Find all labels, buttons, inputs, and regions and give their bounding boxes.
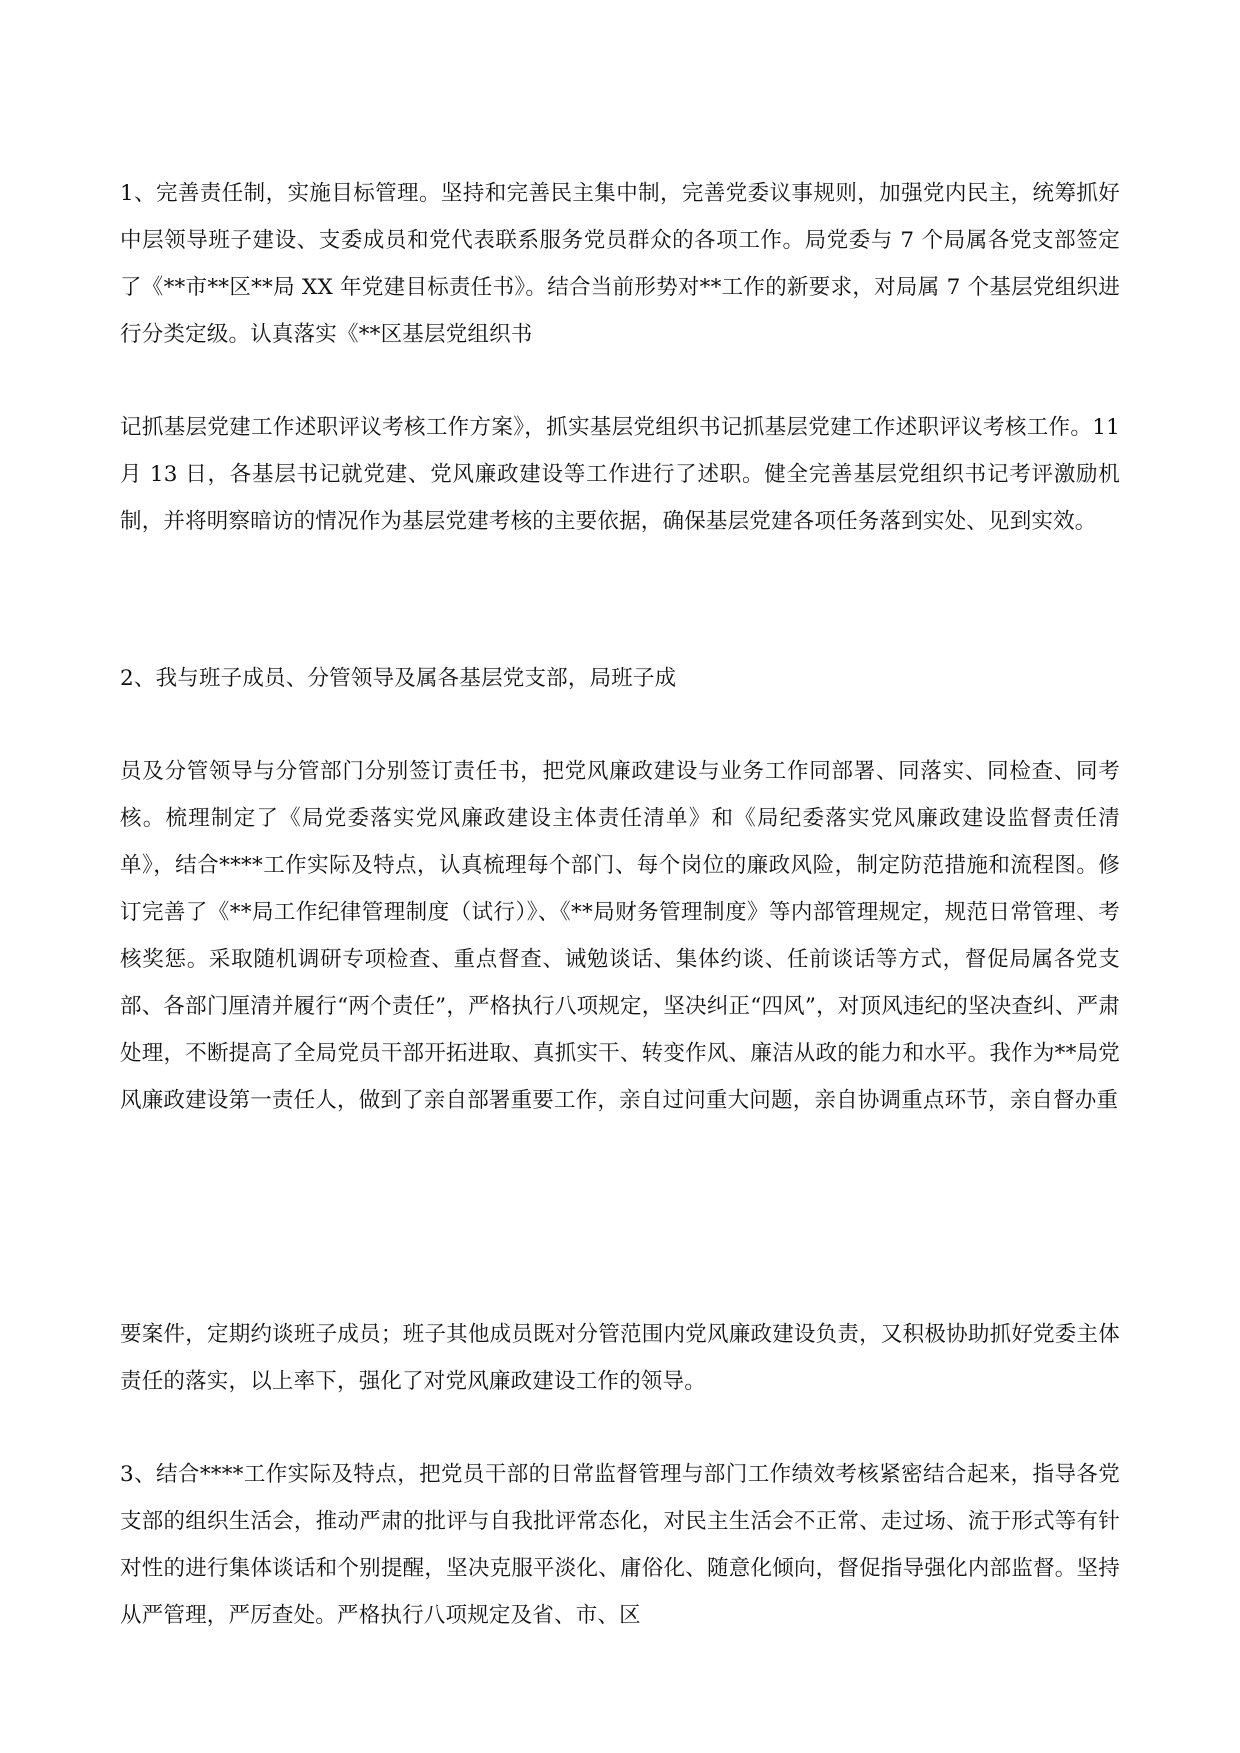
paragraph-5: 要案件，定期约谈班子成员；班子其他成员既对分管范围内党风廉政建设负责，又积极协助抓好党委主体责任的落实，以上率下，强化了对党风廉政建设工作的领导。 — [120, 1322, 1120, 1394]
paragraph-6: 3、结合****工作实际及特点，把党员干部的日常监督管理与部门工作绩效考核紧密结合起来，指导各党支部的组织生活会，推动严肃的批评与自我批评常态化，对民主生活会不正常、走过场、流于形式等有针对性的进行集体谈话和个别提醒，坚决克服平淡化、庸俗化、随意化倾向，督促指导强化内部监督。坚持从严管理，严厉查处。严格执行八项规定及省、市、区 — [120, 1462, 1120, 1628]
paragraph-2: 记抓基层党建工作述职评议考核工作方案》，抓实基层党组织书记抓基层党建工作述职评议考核工作。11 月 13 日，各基层书记就党建、党风廉政建设等工作进行了述职。健全完善基层党组织书记考评激励机制，并将明察暗访的情况作为基层党建考核的主要依据，确保基层党建各项任务落到实处、见到实效。 — [120, 415, 1120, 534]
paragraph-1: 1、完善责任制，实施目标管理。坚持和完善民主集中制，完善党委议事规则，加强党内民主，统筹抓好中层领导班子建设、支委成员和党代表联系服务党员群众的各项工作。局党委与 7 个局属各党支部签定了《**市**区**局 XX 年党建目标责任书》。结合当前形势对**工作的新要求，对局属 7 个基层党组织进行分类定级。认真落实《**区基层党组织书 — [120, 181, 1120, 347]
paragraph-4: 员及分管领导与分管部门分别签订责任书，把党风廉政建设与业务工作同部署、同落实、同检查、同考核。梳理制定了《局党委落实党风廉政建设主体责任清单》和《局纪委落实党风廉政建设监督责任清单》，结合****工作实际及特点，认真梳理每个部门、每个岗位的廉政风险，制定防范措施和流程图。修订完善了《**局工作纪律管理制度（试行）》、《**局财务管理制度》等内部管理规定，规范日常管理、考核奖惩。采取随机调研专项检查、重点督查、诫勉谈话、集体约谈、任前谈话等方式，督促局属各党支部、各部门厘清并履行“两个责任”，严格执行八项规定，坚决纠正“四风”，对顶风违纪的坚决查纠、严肃处理，不断提高了全局党员干部开拓进取、真抓实干、转变作风、廉洁从政的能力和水平。我作为**局党风廉政建设第一责任人，做到了亲自部署重要工作，亲自过问重大问题，亲自协调重点环节，亲自督办重 — [120, 759, 1120, 1113]
paragraph-3: 2、我与班子成员、分管领导及属各基层党支部，局班子成 — [120, 666, 677, 691]
